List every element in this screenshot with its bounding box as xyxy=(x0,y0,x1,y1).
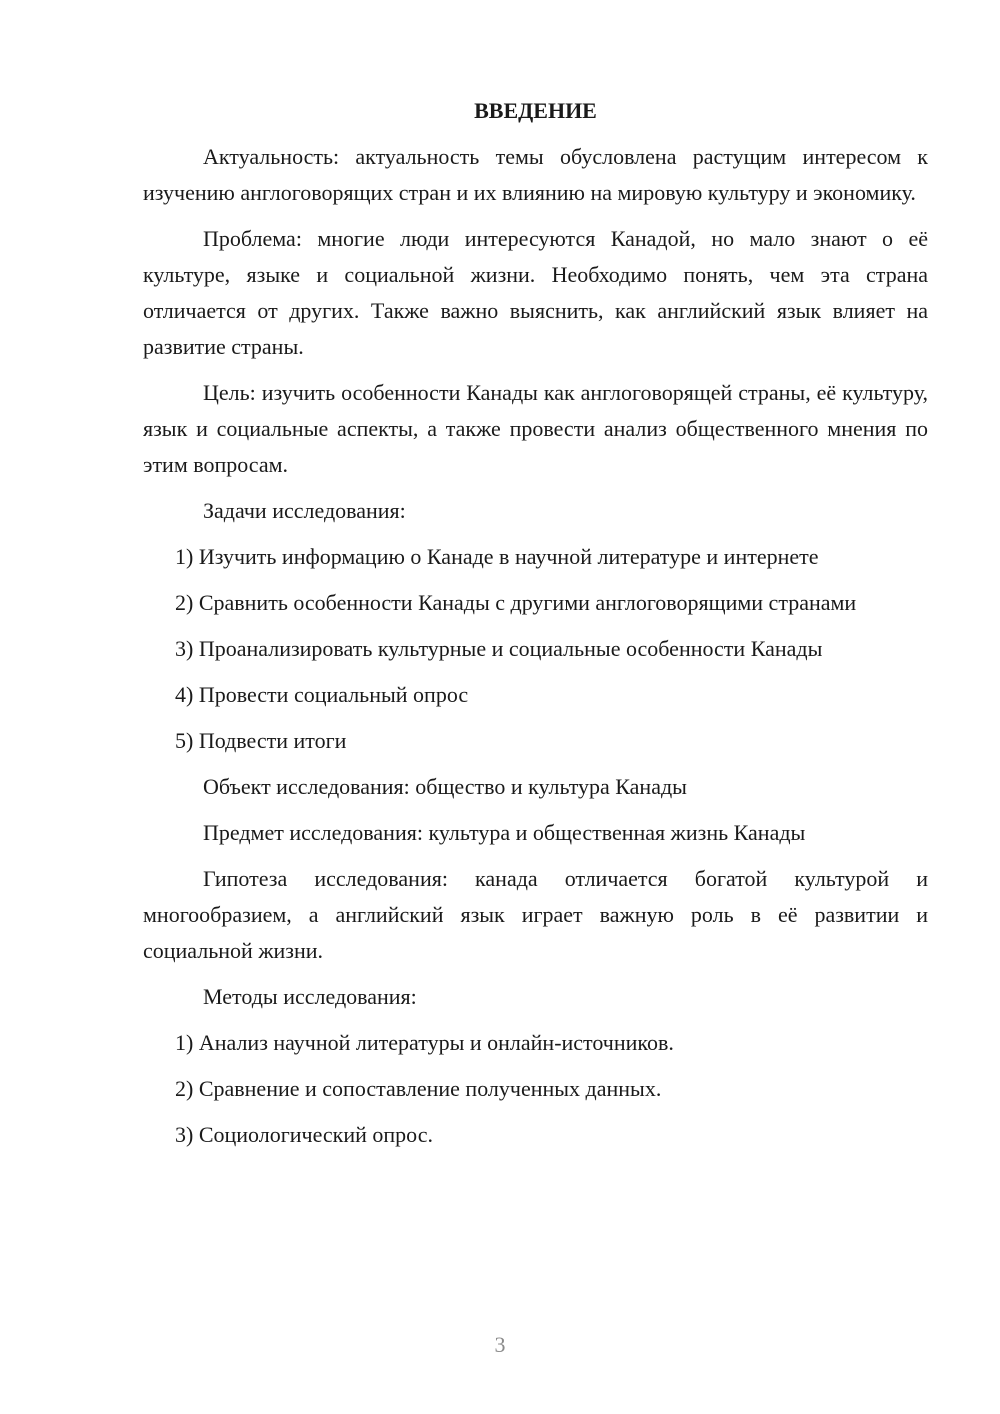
task-item: 4) Провести социальный опрос xyxy=(175,682,469,707)
method-item: 3) Социологический опрос. xyxy=(175,1122,433,1147)
relevance-paragraph: Актуальность: актуальность темы обусловлена растущим интересом к изучению англоговорящих стран и их влиянию на мировую культуру и экономику. xyxy=(143,144,928,205)
method-item: 2) Сравнение и сопоставление полученных данных. xyxy=(175,1076,662,1101)
task-item: 1) Изучить информацию о Канаде в научной литературе и интернете xyxy=(175,544,819,569)
page-content xyxy=(143,93,928,1163)
tasks-heading: Задачи исследования: xyxy=(203,498,406,523)
page-number: 3 xyxy=(494,1332,506,1357)
object-paragraph: Объект исследования: общество и культура Канады xyxy=(203,774,687,799)
task-item: 3) Проанализировать культурные и социальные особенности Канады xyxy=(175,636,823,661)
subject-paragraph: Предмет исследования: культура и общественная жизнь Канады xyxy=(203,820,806,845)
hypothesis-paragraph: Гипотеза исследования: канада отличается богатой культурой и многообразием, а английский язык играет важную роль в её развитии и социальной жизни. xyxy=(143,866,928,963)
task-item: 5) Подвести итоги xyxy=(175,728,347,753)
goal-paragraph: Цель: изучить особенности Канады как англоговорящей страны, её культуру, язык и социальные аспекты, а также провести анализ общественного мнения по этим вопросам. xyxy=(143,380,928,477)
method-item: 1) Анализ научной литературы и онлайн-источников. xyxy=(175,1030,674,1055)
section-title: ВВЕДЕНИЕ xyxy=(474,98,597,123)
methods-heading: Методы исследования: xyxy=(203,984,417,1009)
problem-paragraph: Проблема: многие люди интересуются Канадой, но мало знают о её культуре, языке и социальной жизни. Необходимо понять, чем эта страна отличается от других. Также важно выяснить, как английский язык влияет на развитие страны. xyxy=(143,226,928,359)
task-item: 2) Сравнить особенности Канады с другими англоговорящими странами xyxy=(175,590,857,615)
